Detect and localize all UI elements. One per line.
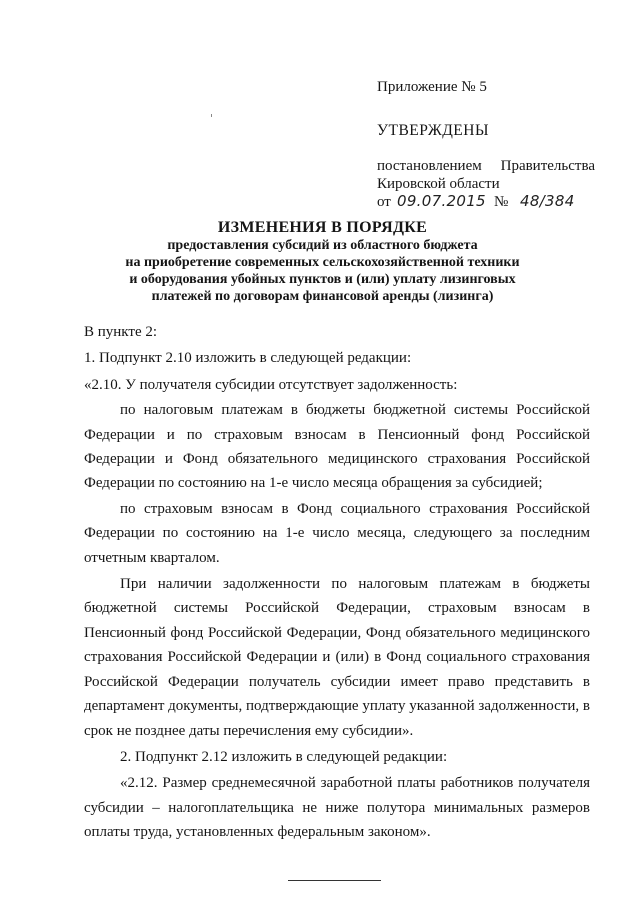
number-sign: № [494, 194, 509, 210]
subtitle-line: платежей по договорам финансовой аренды (лизинга) [151, 289, 494, 304]
region-line: Кировской области [377, 176, 500, 192]
subtitle-line: предоставления субсидий из областного бюджета [167, 238, 478, 253]
paragraph-item-1: 1. Подпункт 2.10 изложить в следующей редакции: [84, 350, 412, 367]
paragraph-debt-documents: При наличии задолженности по налоговым платежам в бюджеты бюджетной системы Российской Федерации, страховым взносам в Пенсионный фонд Российской Федерации, Фонд обязательного медицинского страхования Российской Федерации и (или) в Фонд социального страхования Российской Федерации получатель субсидии имеет право представить в департамент документы, подтверждающие уплату указанной задолженности, в срок не позднее даты перечисления ему субсидии». [84, 576, 590, 739]
paragraph-item-2: 2. Подпункт 2.12 изложить в следующей редакции: [120, 748, 448, 765]
paragraph-quote-2-10: «2.10. У получателя субсидии отсутствует задолженность: [84, 376, 458, 393]
end-divider [288, 880, 381, 881]
paragraph-section-intro: В пункте 2: [84, 324, 158, 340]
handwritten-date: 09.07.2015 [397, 192, 486, 210]
approval-block [377, 78, 607, 211]
date-number-row [377, 193, 607, 211]
scan-speck [211, 114, 212, 117]
document-title: ИЗМЕНЕНИЯ В ПОРЯДКЕ [217, 219, 428, 236]
from-label: от [377, 194, 391, 210]
handwritten-number: 48/384 [520, 192, 575, 210]
document-body [84, 320, 590, 845]
paragraph-social-insurance: по страховым взносам в Фонд социального страхования Российской Федерации по состоянию на 1-е число месяца, следующего за последним отчетным кварталом. [84, 500, 590, 566]
appendix-label: Приложение № 5 [377, 79, 487, 95]
resolution-line: постановлением Правительства [377, 158, 595, 174]
subtitle-line: на приобретение современных сельскохозяйственной техники [125, 255, 520, 270]
paragraph-quote-2-12: «2.12. Размер среднемесячной заработной платы работников получателя субсидии – налогоплательщика не ниже полутора минимальных размеров оплаты труда, установленных федеральным законом». [84, 775, 590, 841]
document-title-block [80, 218, 565, 305]
paragraph-tax-debt: по налоговым платежам в бюджеты бюджетной системы Российской Федерации и по страховым взносам в Пенсионный фонд Российской Федерации и Фонд обязательного медицинского страхования Российской Федерации по состоянию на 1-е число месяца обращения за субсидией; [84, 402, 590, 492]
subtitle-line: и оборудования убойных пунктов и (или) уплату лизинговых [129, 272, 516, 287]
approved-heading: УТВЕРЖДЕНЫ [377, 122, 489, 139]
